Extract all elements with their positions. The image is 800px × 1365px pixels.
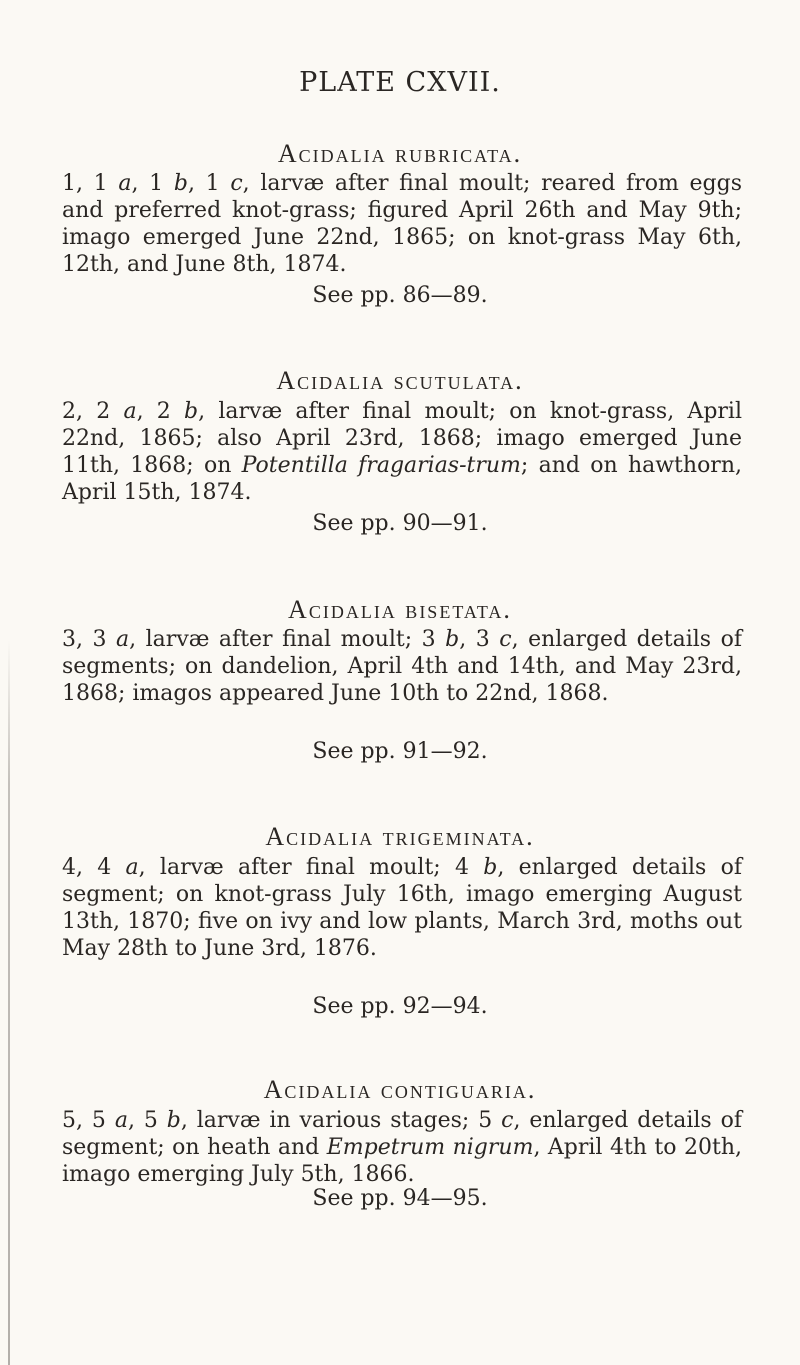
page-reference-1: See pp. 86—89. [312,283,488,308]
text-run: , larvæ after final moult; 3 [129,627,446,652]
species-heading-1: Acidalia rubricata. [277,139,523,168]
text-run: , larvæ after final moult; reared from eggs and preferred knot-grass; figured April 26th and May 9th; imago emerged June 22nd, 1865; on knot-grass May 6th, 12th, and June 8th, 1874. [62,171,742,277]
italic-run: b [184,399,199,424]
species-heading-2: Acidalia scutulata. [276,366,524,395]
description-2 [62,398,742,506]
italic-run: b [483,855,498,880]
italic-run: a [116,627,130,652]
text-run: , April 4th to 20th, imago emerging July 5th, 1866. [62,1135,742,1187]
text-run: 5, 5 [62,1108,115,1133]
text-run: , 3 [459,627,500,652]
italic-run: c [230,171,243,196]
italic-run: a [123,399,137,424]
italic-run: a [125,855,139,880]
italic-run: b [166,1108,181,1133]
italic-run: c [501,1108,514,1133]
text-run: , 2 [136,399,185,424]
italic-run: c [499,627,512,652]
species-heading-5: Acidalia contiguaria. [263,1075,537,1104]
text-run: , 1 [187,171,231,196]
description-1 [62,170,742,278]
text-run: , larvæ after final moult; on knot-grass, April 22nd, 1865; also April 23rd, 1868; imago emerged June 11th, 1868; on [62,399,742,478]
text-run: , 1 [131,171,174,196]
italic-run: Empetrum nigrum [326,1135,534,1160]
page-reference-3: See pp. 91—92. [312,739,488,764]
text-run: , 5 [127,1108,167,1133]
italic-run: a [118,171,132,196]
text-run: , enlarged details of segment; on knot-grass July 16th, imago emerging August 13th, 1870; five on ivy and low plants, March 3rd, moths out May 28th to June 3rd, 1876. [62,855,742,961]
text-run: 2, 2 [62,399,124,424]
description-5 [62,1107,742,1188]
text-run: 3, 3 [62,627,117,652]
text-run: , enlarged details of segments; on dandelion, April 4th and 14th, and May 23rd, 1868; imagos appeared June 10th to 22nd, 1868. [62,627,742,706]
text-run: ; and on hawthorn, April 15th, 1874. [62,453,742,505]
plate-title: PLATE CXVII. [299,67,501,98]
italic-run: b [445,627,460,652]
text-run: , larvæ after final moult; 4 [138,855,484,880]
description-3 [62,626,742,707]
page-reference-2: See pp. 90—91. [312,511,488,536]
description-4 [62,854,742,962]
italic-run: Potentilla fragarias-trum [241,453,521,478]
text-run: , larvæ in various stages; 5 [180,1108,502,1133]
species-heading-4: Acidalia trigeminata. [265,822,535,851]
page-reference-5: See pp. 94—95. [312,1186,488,1211]
species-heading-3: Acidalia bisetata. [288,595,512,624]
text-run: , enlarged details of segment; on heath and [62,1108,742,1160]
italic-run: b [173,171,188,196]
text-run: 1, 1 [62,171,119,196]
page-reference-4: See pp. 92—94. [312,994,488,1019]
italic-run: a [114,1108,128,1133]
text-run: 4, 4 [62,855,126,880]
